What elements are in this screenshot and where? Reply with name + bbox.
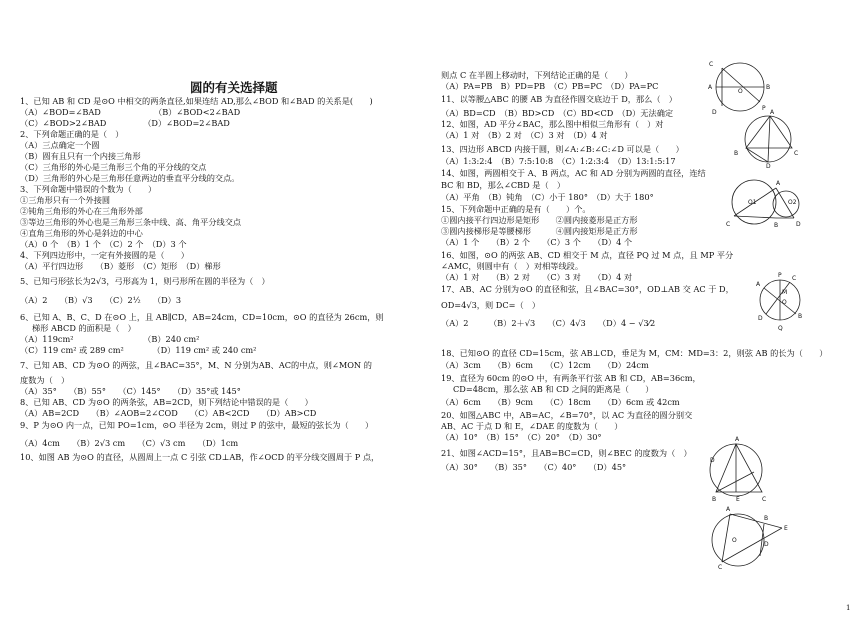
fig10-label-c: C xyxy=(709,61,714,68)
fig21-label-c: C xyxy=(718,564,723,570)
fig10-label-b: B xyxy=(766,84,771,91)
right-line: （A）2 （B）2＋√3 （C）4√3 （D）4 − √3⁄2 xyxy=(441,318,656,328)
left-line: （A）AB=2CD （B）∠AOB=2∠COD （C）AB<2CD （D）AB>CD xyxy=(20,408,317,418)
figure-q20-triangle-circle xyxy=(702,432,780,504)
fig14-label-o2: O2 xyxy=(788,199,797,206)
page-number: 1 xyxy=(846,604,851,612)
right-line: （A）BD=CD （B）BD>CD （C）BD<CD （D）无法确定 xyxy=(441,108,674,118)
right-line: AB、AC 于点 D 和 E，∠DAE 的度数为（ ） xyxy=(441,421,623,431)
figure-q14-two-circles xyxy=(724,174,814,230)
right-line: （A）10° （B）15° （C）20° （D）30° xyxy=(441,432,602,442)
fig21-label-e: E xyxy=(784,525,788,532)
right-line: （A）30° （B）35° （C）40° （D）45° xyxy=(441,462,627,472)
left-line: 1、已知 AB 和 CD 是⊙O 中相交的两条直径,如果连结 AD,那么∠BOD 和∠BAD 的关系是( ) xyxy=(20,96,373,106)
right-line: CD=48cm，那么弦 AB 和 CD 之间的距离是（ ） xyxy=(453,384,654,394)
right-line: （A）平角 （B）钝角 （C）小于 180° （D）大于 180° xyxy=(441,192,654,202)
right-line: （A）3cm （B）6cm （C）12cm （D）24cm xyxy=(441,360,649,370)
right-line: 11、以等腰△ABC 的腰 AB 为直径作圆交底边于 D，那么（ ） xyxy=(441,94,677,104)
left-line: （A）4cm （B）2√3 cm （C）√3 cm （D）1cm xyxy=(20,438,239,448)
fig10-label-a: A xyxy=(708,84,713,91)
left-line: （A）119cm² （B）240 cm² xyxy=(20,334,200,344)
left-line: （A）∠BOD=∠BAD （B）∠BOD<2∠BAD xyxy=(20,107,241,117)
fig16-label-b: B xyxy=(798,313,803,320)
figure-q12-triangle xyxy=(728,108,808,168)
right-line: 18、已知⊙O 的直径 CD=15cm，弦 AB⊥CD，垂足为 M，CM：MD=3：2，则弦 AB 的长为（ ） xyxy=(441,348,828,358)
right-line: OD=4√3，则 DC=（ ） xyxy=(441,300,541,310)
right-line: 19、直径为 60cm 的⊙O 中，有两条平行弦 AB 和 CD，AB=36cm， xyxy=(441,373,701,383)
fig20-label-a: A xyxy=(735,436,740,443)
right-line: 20、如图△ABC 中，AB=AC，∠B=70°，以 AC 为直径的圆分别交 xyxy=(441,410,693,420)
fig16-label-d: D xyxy=(758,315,763,322)
left-line: 6、已知 A、B、C、D 在⊙O 上，且 AB∥CD，AB=24cm，CD=10cm，⊙O 的直径为 26cm，则 xyxy=(20,312,384,322)
left-line: （C）三角形的外心是三角形三个角的平分线的交点 xyxy=(20,162,207,172)
left-line: （A）2 （B）√3 （C）2½ （D）3 xyxy=(20,295,182,305)
fig14-label-o1: O1 xyxy=(748,199,757,206)
left-line: 度数为（ ） xyxy=(20,375,70,385)
figure-q16-chords xyxy=(756,268,806,334)
fig20-label-d: D xyxy=(710,457,715,464)
left-line: ①三角形只有一个外接圆 xyxy=(20,195,111,205)
fig20-label-e: E xyxy=(736,496,740,503)
left-line: （C）∠BOD>2∠BAD （D）∠BOD=2∠BAD xyxy=(20,118,230,128)
fig10-label-o: O xyxy=(738,88,743,95)
fig12-label-a: A xyxy=(770,109,775,116)
right-line: ③圆内接梯形是等腰梯形 ④圆内接矩形是正方形 xyxy=(441,226,638,236)
left-line: 5、已知弓形弦长为2√3，弓形高为 1，则弓形所在圆的半径为（ ） xyxy=(20,276,270,286)
fig10-label-p: P xyxy=(762,105,766,112)
fig10-label-d: D xyxy=(712,109,717,116)
left-line: 梯形 ABCD 的面积是（ ） xyxy=(32,323,136,333)
left-line: 7、已知 AB、CD 为⊙O 的两弦，且∠BAC=35°，M、N 分别为AB、AC的中点，则∠MON 的 xyxy=(20,360,372,370)
right-line: （A）1 对 （B）2 对 （C）3 对 （D）4 对 xyxy=(441,272,633,282)
fig14-label-d: D xyxy=(796,221,801,228)
right-line: （A）1:3:2:4 （B）7:5:10:8 （C）1:2:3:4 （D）13:1:5:17 xyxy=(441,156,676,166)
fig16-label-m: M xyxy=(782,289,788,296)
fig20-label-b: B xyxy=(712,496,717,503)
left-line: 4、下列四边形中，一定有外接圆的是（ ） xyxy=(20,250,189,260)
left-line: 8、已知 AB、CD 为⊙O 的两条弦，AB=2CD，则下列结论中错误的是（ ） xyxy=(20,397,313,407)
fig21-label-d: D xyxy=(764,541,769,548)
right-line: 12、如图，AD 平分∠BAC，那么图中相似三角形有（ ）对 xyxy=(441,119,664,129)
fig12-label-c: C xyxy=(794,150,799,157)
page-title: 圆的有关选择题 xyxy=(190,80,278,95)
right-line: 13、四边形 ABCD 内接于圆，则∠A:∠B:∠C:∠D 可以是（ ） xyxy=(441,144,684,154)
left-line: 9、P 为⊙O 内一点，已知 PO=1cm，⊙O 半径为 2cm，则过 P 的弦中，最短的弦长为（ ） xyxy=(20,420,374,430)
fig12-label-b: B xyxy=(734,150,739,157)
left-line: ②钝角三角形的外心在三角形外部 xyxy=(20,206,143,216)
right-line: （A）1 对 （B）2 对 （C）3 对 （D）4 对 xyxy=(441,130,608,140)
left-line: ③等边三角形的外心也是三角形三条中线、高、角平分线交点 xyxy=(20,217,242,227)
left-line: （B）圆有且只有一个内接三角形 xyxy=(20,151,141,161)
right-line: ∠AMC，则圆中有（ ）对相等线段。 xyxy=(441,261,584,271)
right-line: 16、如图，⊙O 的两弦 AB、CD 相交于 M 点，直径 PQ 过 M 点，且 MP 平分 xyxy=(441,250,734,260)
right-line: 14、如图，两圆相交于 A、B 两点，AC 和 AD 分别为两圆的直径，连结 xyxy=(441,168,706,178)
fig16-label-o: O xyxy=(782,299,787,306)
left-line: （A）0 个 （B）1 个 （C）2 个 （D）3 个 xyxy=(20,239,187,249)
left-line: 10、如图 AB 为⊙O 的直径，从圆周上一点 C 引弦 CD⊥AB，作∠OCD 的平分线交圆周于 P 点， xyxy=(20,452,380,462)
right-line: 17、AB、AC 分别为⊙O 的直径和弦，且∠BAC=30°，OD⊥AB 交 AC 于 D， xyxy=(441,284,734,294)
left-line: （A）平行四边形 （B）菱形 （C）矩形 （D）梯形 xyxy=(20,261,221,271)
right-line: ①圆内接平行四边形是矩形 ②圆内接菱形是正方形 xyxy=(441,215,638,225)
fig21-label-b: B xyxy=(764,515,769,522)
right-line: 15、下列命题中正确的是有（ ）个。 xyxy=(441,204,591,214)
fig21-label-o: O xyxy=(732,537,737,544)
fig16-label-c: C xyxy=(792,275,797,282)
fig12-label-d: D xyxy=(766,163,771,168)
left-line: 3、下列命题中错误的个数为（ ） xyxy=(20,184,157,194)
fig14-label-b: B xyxy=(774,222,779,229)
fig16-label-q: Q xyxy=(778,325,783,332)
fig16-label-a: A xyxy=(756,281,761,288)
figure-q21-circle xyxy=(700,504,792,570)
fig14-label-c: C xyxy=(726,221,731,228)
right-line: （A）PA=PB B）PD=PB （C）PB=PC （D）PA=PC xyxy=(441,81,659,91)
right-line: 21、如图∠ACD=15°，且AB=BC=CD，则∠BEC 的度数为（ ） xyxy=(441,448,692,458)
right-line: BC 和 BD，那么∠CBD 是（ ） xyxy=(441,180,566,190)
left-line: ④直角三角形的外心是斜边的中心 xyxy=(20,228,143,238)
right-line: （A）6cm （B）9cm （C）18cm （D）6cm 或 42cm xyxy=(441,397,680,407)
right-line: （A）1 个 （B）2 个 （C）3 个 （D）4 个 xyxy=(441,237,633,247)
right-line: 则点 C 在半圆上移动时，下列结论正确的是（ ） xyxy=(441,70,633,80)
left-line: （A）35° （B）55° （C）145° （D）35°或 145° xyxy=(20,386,241,396)
left-line: （C）119 cm² 或 289 cm² （D）119 cm² 或 240 cm² xyxy=(20,345,257,355)
left-line: （A）三点确定一个圆 xyxy=(20,140,100,150)
left-line: （D）三角形的外心是三角形任意两边的垂直平分线的交点。 xyxy=(20,173,240,183)
fig20-label-c: C xyxy=(762,496,767,503)
fig14-label-a: A xyxy=(776,180,781,187)
left-line: 2、下列命题正确的是（ ） xyxy=(20,129,124,139)
fig21-label-a: A xyxy=(726,506,731,513)
fig16-label-p: P xyxy=(778,272,782,279)
